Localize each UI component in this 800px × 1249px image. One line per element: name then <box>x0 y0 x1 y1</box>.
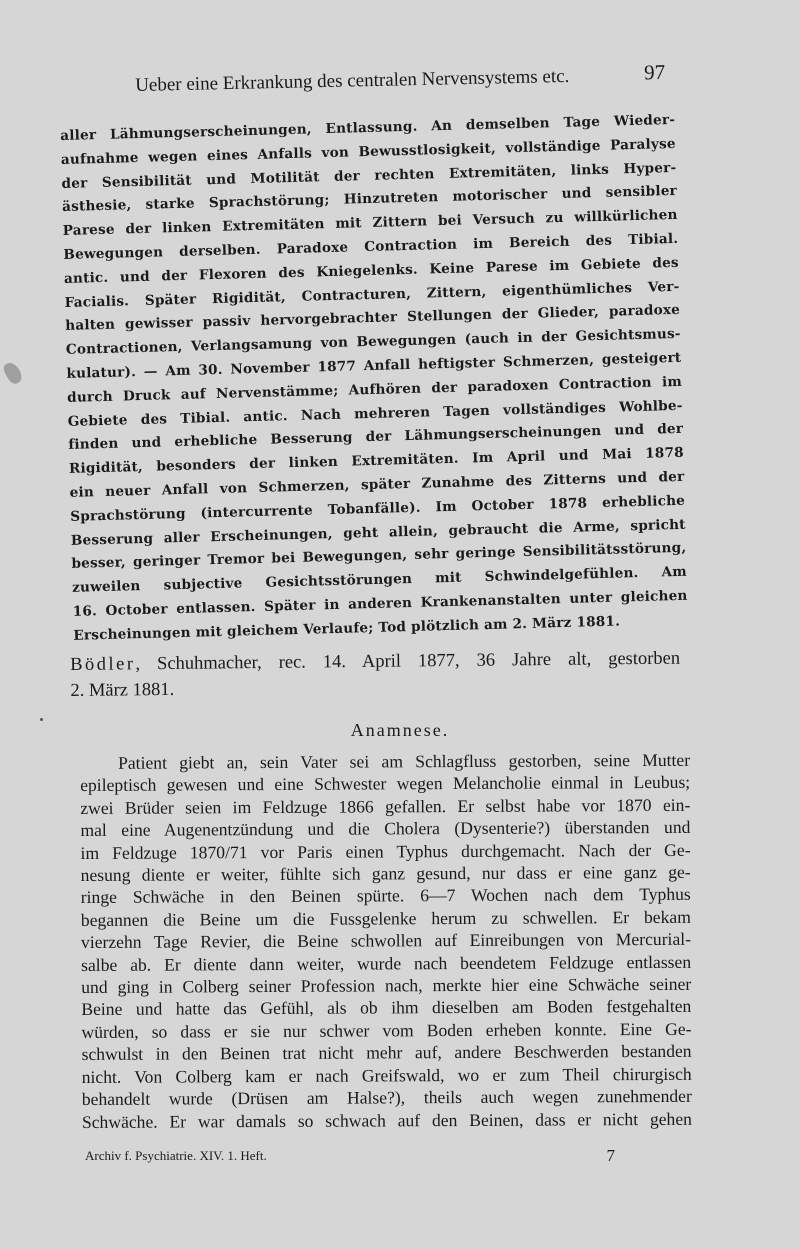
summary-line: zuweilen subjective Gesichtsstörungen mit Schwindelgefühlen. Am <box>71 563 688 596</box>
summary-line: Facialis. Später Rigidität, Contracturen, Zittern, eigenthümliches Ver- <box>64 278 680 311</box>
summary-line: durch Druck auf Nervenstämme; Aufhören der paradoxen Contraction im <box>66 373 683 406</box>
body-line: zwei Brüder seien im Feldzuge 1866 gefallen. Er selbst habe vor 1870 ein- <box>80 794 691 818</box>
body-line: vierzehn Tage Revier, die Beine schwollen auf Einreibungen von Mercurial- <box>80 929 692 953</box>
body-line: Patient giebt an, sein Vater sei am Schlagfluss gestorben, seine Mutter <box>118 749 691 773</box>
body-line: behandelt wurde (Drüsen am Halse?), theils auch wegen zunehmender <box>81 1085 692 1110</box>
body-line: im Feldzuge 1870/71 vor Paris einen Typhus durchgemacht. Nach der Ge- <box>80 839 691 863</box>
case-summary <box>60 109 688 648</box>
summary-line: Contractionen, Verlangsamung von Bewegungen (auch in der Gesichtsmus- <box>65 325 681 359</box>
summary-line: finden und erhebliche Besserung der Lähmungserscheinungen und der <box>68 421 684 454</box>
body-line: Schwäche. Er war damals so schwach auf den Beinen, dass er nicht gehen <box>81 1108 692 1132</box>
summary-line: aller Lähmungserscheinungen, Entlassung. An demselben Tage Wieder- <box>60 111 676 144</box>
body-line: würden, so dass er sie nur schwer vom Boden erheben konnte. Eine Ge- <box>81 1018 692 1042</box>
body-line: nicht. Von Colberg kam er nach Greifswald, wo er zum Theil chirurgisch <box>81 1063 692 1087</box>
case-heading-details: , Schuhmacher, rec. 14. April 1877, 36 Jahre alt, gestorben <box>135 648 681 675</box>
body-line: salbe ab. Er diente dann weiter, wurde nach beendetem Feldzuge entlassen <box>81 951 692 975</box>
signature-mark: 7 <box>606 1146 615 1165</box>
summary-line: der Sensibilität und Motilität der rechten Extremitäten, links Hyper- <box>61 159 677 192</box>
body-line: ringe Schwäche in den Beinen spürte. 6—7 Wochen nach dem Typhus <box>80 884 691 908</box>
summary-line: Gebiete des Tibial. antic. Nach mehreren Tagen vollständiges Wohlbe- <box>67 397 683 430</box>
summary-line: 16. October entlassen. Später in anderen Krankenanstalten unter gleichen <box>72 587 688 620</box>
running-title: Ueber eine Erkrankung des centralen Nervensystems etc. <box>135 65 570 96</box>
journal-reference: Archiv f. Psychiatrie. XIV. 1. Heft. <box>85 1148 267 1163</box>
body-line: nesung diente er weiter, fühlte sich ganz gesund, nur dass er eine ganz ge- <box>80 861 691 886</box>
page-number: 97 <box>643 59 666 85</box>
summary-line: Sprachstörung (intercurrente Tobanfälle). Im October 1878 erhebliche <box>70 492 686 525</box>
case-heading-line2: 2. März 1881. <box>70 679 175 701</box>
summary-line: Bewegungen derselben. Paradoxe Contraction im Bereich des Tibial. <box>63 230 679 263</box>
summary-line: kulatur). — Am 30. November 1877 Anfall heftigster Schmerzen, gesteigert <box>66 349 682 382</box>
summary-line: aufnahme wegen eines Anfalls von Bewusstlosigkeit, vollständige Paralyse <box>60 135 676 168</box>
page-header <box>135 59 666 97</box>
summary-line: besser, geringer Tremor bei Bewegungen, sehr geringe Sensibilitätsstörung, <box>71 540 687 573</box>
summary-line: ästhesie, starke Sprachstörung; Hinzutreten motorischer und sensibler <box>61 183 678 216</box>
patient-name: Bödler <box>70 654 136 675</box>
body-line: mal eine Augenentzündung und die Cholera (Dysenterie?) überstanden und <box>80 817 691 841</box>
summary-line: ein neuer Anfall von Schmerzen, später Zunahme des Zitterns und der <box>69 468 685 501</box>
body-line: Beine und hatte das Gefühl, als ob ihm dieselben am Boden festgehalten <box>81 996 692 1020</box>
body-line: epileptisch gewesen und eine Schwester wegen Melancholie einmal in Leubus; <box>80 772 691 796</box>
body-line: begannen die Beine um die Fussgelenke herum zu schwellen. Er bekam <box>80 906 691 930</box>
summary-line: antic. und der Flexoren des Kniegelenks. Keine Parese im Gebiete des <box>63 254 680 287</box>
summary-line: Erscheinungen mit gleichem Verlaufe; Tod plötzlich am 2. März 1881. <box>73 613 621 644</box>
summary-line: Parese der linken Extremitäten mit Zittern bei Versuch zu willkürlichen <box>62 207 678 240</box>
page-stain <box>1 360 24 386</box>
case-heading <box>70 646 681 704</box>
body-line: und ging in Colberg seiner Profession nach, merkte hier eine Schwäche seiner <box>81 973 692 998</box>
summary-line: halten gewisser passiv hervorgebrachter Stellungen der Glieder, paradoxe <box>65 302 681 335</box>
summary-line: Besserung aller Erscheinungen, geht allein, gebraucht die Arme, spricht <box>70 516 686 549</box>
body-line: schwulst in den Beinen trat nicht mehr auf, andere Beschwerden bestanden <box>81 1041 692 1065</box>
section-title: Anamnese. <box>350 720 450 740</box>
page-footer <box>85 1148 615 1164</box>
body-text <box>80 749 692 1133</box>
summary-line: Rigidität, besonders der linken Extremitäten. Im April und Mai 1878 <box>68 444 685 478</box>
